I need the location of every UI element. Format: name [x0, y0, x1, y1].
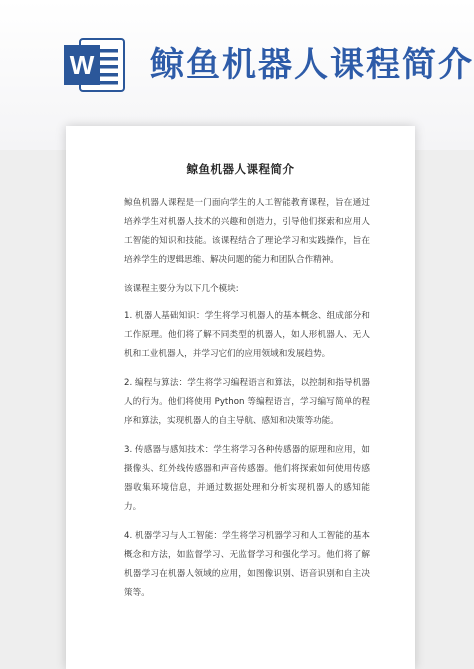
microsoft-word-icon	[64, 37, 126, 93]
document-title: 鲸鱼机器人课程简介	[186, 162, 295, 176]
modules-intro-paragraph: 该课程主要分为以下几个模块:	[124, 284, 239, 294]
module-paragraph-4: 4. 机器学习与人工智能：学生将学习机器学习和人工智能的基本概念和方法，如监督学习、无监督学习和强化学习。他们将了解机器学习在机器人领域的应用，如图像识别、语音识别和自主决策等。	[124, 531, 370, 598]
document-page	[66, 126, 415, 669]
banner-title: 鲸鱼机器人课程简介	[150, 45, 474, 85]
module-paragraph-2: 2. 编程与算法：学生将学习编程语言和算法，以控制和指导机器人的行为。他们将使用 Python 等编程语言，学习编写简单的程序和算法，实现机器人的自主导航、感知和决策等功能。	[124, 378, 370, 426]
logo-letter: W	[69, 50, 95, 80]
intro-paragraph: 鲸鱼机器人课程是一门面向学生的人工智能教育课程，旨在通过培养学生对机器人技术的兴趣和创造力，引导他们探索和应用人工智能的知识和技能。该课程结合了理论学习和实践操作，旨在培养学生的逻辑思维、解决问题的能力和团队合作精神。	[124, 198, 370, 265]
document-body	[124, 194, 370, 613]
module-paragraph-1: 1. 机器人基础知识：学生将学习机器人的基本概念、组成部分和工作原理。他们将了解不同类型的机器人，如人形机器人、无人机和工业机器人，并学习它们的应用领域和发展趋势。	[124, 311, 370, 359]
module-paragraph-3: 3. 传感器与感知技术：学生将学习各种传感器的原理和应用，如摄像头、红外线传感器和声音传感器。他们将探索如何使用传感器收集环境信息，并通过数据处理和分析实现机器人的感知能力。	[124, 445, 370, 512]
